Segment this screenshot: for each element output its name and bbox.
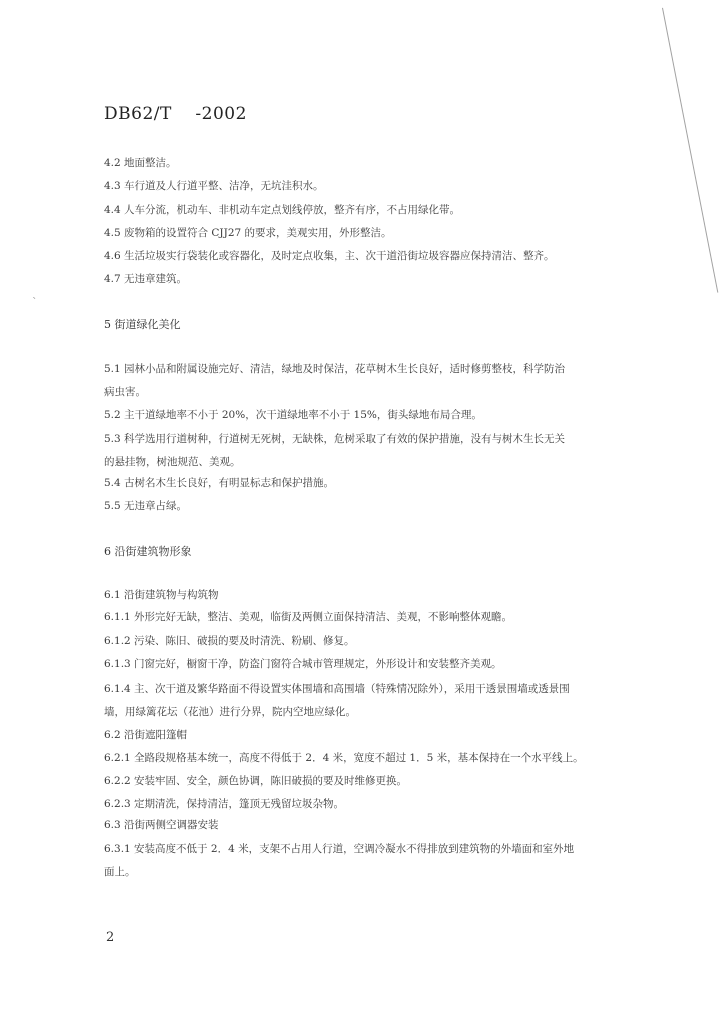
clause-4-6: 4.6 生活垃圾实行袋装化或容器化，及时定点收集，主、次干道沿街垃圾容器应保持清洁、整齐。 [104, 250, 555, 262]
document-code: DB62/T -2002 [104, 104, 247, 124]
clause-6-1-2: 6.1.2 污染、陈旧、破损的要及时清洗、粉刷、修复。 [104, 635, 355, 647]
clause-5-1: 5.1 园林小品和附属设施完好、清洁，绿地及时保洁，花草树木生长良好，适时修剪整枝，科学防治 [104, 363, 566, 375]
clause-4-5: 4.5 废物箱的设置符合 CJJ27 的要求，美观实用，外形整洁。 [104, 227, 392, 239]
clause-4-4: 4.4 人车分流，机动车、非机动车定点划线停放，整齐有序，不占用绿化带。 [104, 204, 461, 216]
section-6-heading: 6 沿街建筑物形象 [104, 545, 192, 558]
scan-mark: ˋ [32, 296, 38, 309]
clause-6-3-1: 6.3.1 安装高度不低于 2．4 米，支架不占用人行道，空调冷凝水不得排放到建筑物的外墙面和室外地 [104, 843, 575, 855]
page-number: 2 [106, 930, 115, 945]
clause-6-2-1: 6.2.1 全路段规格基本统一，高度不得低于 2．4 米，宽度不超过 1．5 米，基本保持在一个水平线上。 [104, 752, 584, 764]
clause-6-2-2: 6.2.2 安装牢固、安全，颜色协调，陈旧破损的要及时维修更换。 [104, 775, 408, 787]
clause-5-2: 5.2 主干道绿地率不小于 20%，次干道绿地率不小于 15%，街头绿地布局合理。 [104, 409, 482, 421]
clause-6-2-3: 6.2.3 定期清洗，保持清洁，篷顶无残留垃圾杂物。 [104, 798, 345, 810]
clause-6-3: 6.3 沿街两侧空调器安装 [104, 819, 219, 831]
clause-5-1-cont: 病虫害。 [104, 386, 146, 398]
clause-4-2: 4.2 地面整洁。 [104, 157, 177, 169]
clause-5-3: 5.3 科学选用行道树种，行道树无死树，无缺株，危树采取了有效的保护措施，没有与树木生长无关 [104, 433, 566, 445]
clause-6-1-4: 6.1.4 主、次干道及繁华路面不得设置实体围墙和高围墙（特殊情况除外），采用干透景围墙或透景围 [104, 683, 570, 695]
clause-6-1-1: 6.1.1 外形完好无缺，整洁、美观，临街及两侧立面保持清洁、美观，不影响整体观瞻。 [104, 611, 513, 623]
clause-5-3-cont: 的悬挂物，树池规范、美观。 [104, 456, 241, 468]
clause-4-7: 4.7 无违章建筑。 [104, 273, 188, 285]
clause-5-5: 5.5 无违章占绿。 [104, 500, 188, 512]
clause-5-4: 5.4 古树名木生长良好，有明显标志和保护措施。 [104, 477, 335, 489]
clause-6-3-1-cont: 面上。 [104, 866, 136, 878]
clause-6-2: 6.2 沿街遮阳篷帽 [104, 729, 188, 741]
clause-6-1-3: 6.1.3 门窗完好，橱窗干净，防盗门窗符合城市管理规定，外形设计和安装整齐美观。 [104, 658, 502, 670]
clause-4-3: 4.3 车行道及人行道平整、洁净，无坑洼积水。 [104, 180, 324, 192]
clause-6-1: 6.1 沿街建筑物与构筑物 [104, 589, 219, 601]
clause-6-1-4-cont: 墙，用绿篱花坛（花池）进行分界，院内空地应绿化。 [104, 706, 356, 718]
section-5-heading: 5 街道绿化美化 [104, 318, 181, 331]
